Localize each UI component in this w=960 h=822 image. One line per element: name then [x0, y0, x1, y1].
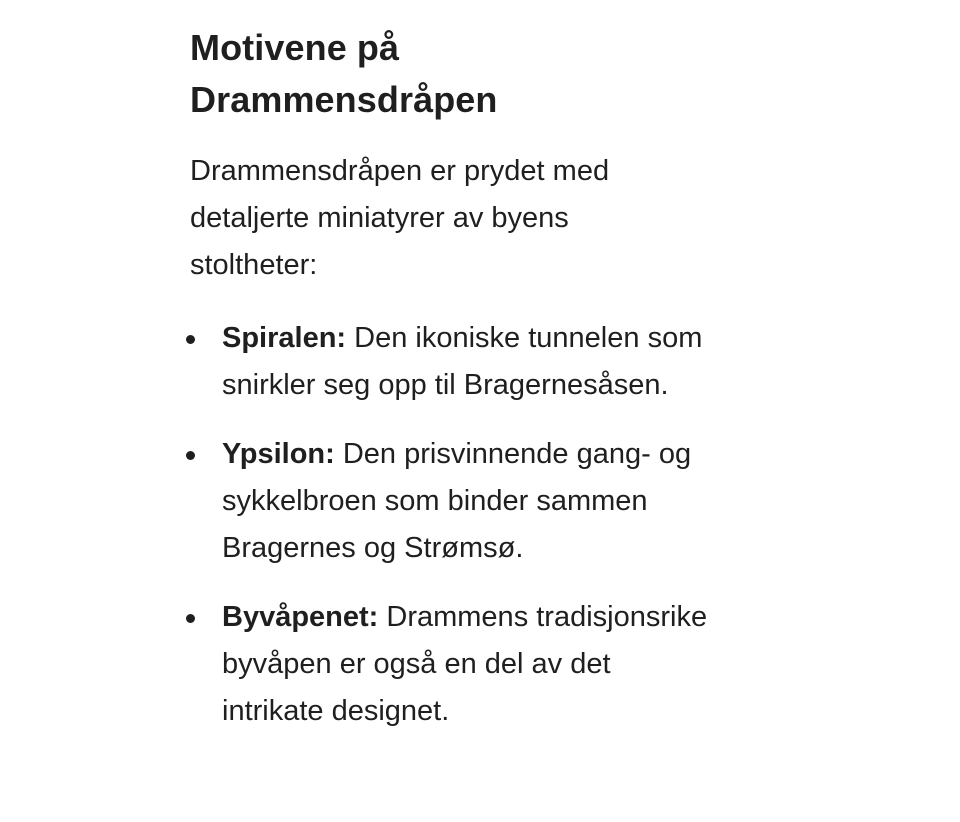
list-item-description: Drammens tradisjonsrike byvåpen er også en del av det intrikate designet. — [222, 601, 708, 727]
list-item-term: Spiralen: — [222, 322, 347, 354]
bullet-icon — [186, 335, 195, 344]
article — [190, 22, 750, 757]
list-item — [190, 315, 712, 409]
list-item — [190, 594, 712, 735]
motif-list — [190, 315, 750, 735]
bullet-icon — [186, 451, 195, 460]
intro-paragraph: Drammensdråpen er prydet med detaljerte miniatyrer av byens stoltheter: — [190, 155, 610, 281]
list-item-term: Ypsilon: — [222, 438, 335, 470]
list-item-description: Den ikoniske tunnelen som snirkler seg opp til Bragernesåsen. — [222, 322, 703, 401]
list-item — [190, 431, 712, 572]
list-item-description: Den prisvinnende gang- og sykkelbroen som binder sammen Bragernes og Strømsø. — [222, 438, 692, 564]
list-item-term: Byvåpenet: — [222, 601, 379, 633]
article-title: Motivene på Drammensdråpen — [190, 27, 498, 120]
bullet-icon — [186, 614, 195, 623]
